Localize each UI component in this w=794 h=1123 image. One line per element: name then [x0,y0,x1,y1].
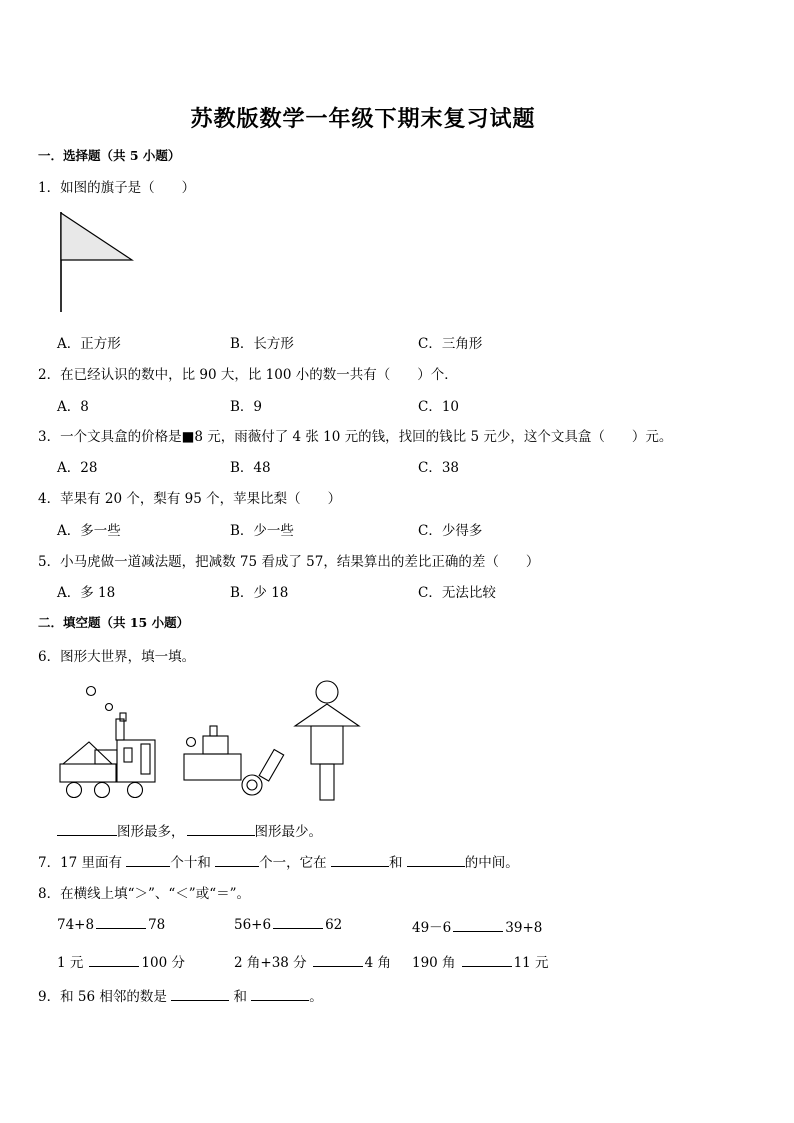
answer-blank-tens[interactable] [126,854,170,867]
tractor-cab [203,736,228,754]
answer-blank-after[interactable] [251,988,309,1001]
chimney-rect [116,719,124,740]
compare-blank-4[interactable] [89,954,139,967]
question-3-option-c: C．38 [418,460,460,476]
question-1-text: 1．如图的旗子是（ ） [38,180,196,196]
question-1-option-b: B．长方形 [230,336,294,352]
compare-blank-3[interactable] [453,919,503,932]
compare-blank-5[interactable] [313,954,363,967]
compare-item-5: 2 角+38 分 4 角 [234,955,392,971]
section-heading-choice: 一．选择题（共 5 小题） [38,148,181,163]
tractor-arm [259,750,284,781]
compare-blank-1[interactable] [96,916,146,929]
figure-hat-triangle [295,704,359,726]
answer-blank-upper[interactable] [407,854,465,867]
chimney-top-rect [120,713,126,721]
wheel-2 [95,783,110,798]
compare-item-3: 49－6 39+8 [412,920,543,936]
question-2-option-c: C．10 [418,399,460,415]
train-window-right [141,744,150,774]
tractor-wheel-outer [242,775,262,795]
page-title: 苏教版数学一年级下期末复习试题 [190,106,536,132]
answer-blank-most[interactable] [57,823,117,836]
answer-blank-least[interactable] [187,823,255,836]
question-9-text: 9．和 56 相邻的数是 和 。 [38,989,323,1005]
question-8-text: 8．在横线上填“＞”、“＜”或“＝”。 [38,886,250,902]
tractor-chimney [210,726,217,736]
figure-leg [320,764,334,800]
section-heading-fill: 二．填空题（共 15 小题） [38,615,190,630]
compare-item-4: 1 元 100 分 [57,955,185,971]
shapes-figure [55,680,375,810]
question-4-option-b: B．少一些 [230,523,294,539]
answer-blank-ones[interactable] [215,854,259,867]
smoke-circle-large [87,687,96,696]
question-5-option-c: C．无法比较 [418,585,496,601]
question-6-text: 6．图形大世界，填一填。 [38,649,196,665]
smoke-circle-small [106,704,113,711]
question-5-option-a: A．多 18 [57,585,116,601]
question-2-option-b: B．9 [230,399,263,415]
question-6-answer-line: 图形最多， 图形最少。 [57,820,322,840]
train-cabin-rect [117,740,155,782]
compare-item-6: 190 角 11 元 [412,955,549,971]
train-window-left [124,748,132,762]
compare-blank-2[interactable] [273,916,323,929]
question-2-option-a: A．8 [57,399,89,415]
figure-body [311,726,343,764]
question-1-option-a: A．正方形 [57,336,121,352]
question-7-text: 7．17 里面有 个十和 个一，它在 和 的中间。 [38,855,519,871]
question-3-option-b: B．48 [230,460,271,476]
question-2-text: 2．在已经认识的数中，比 90 大，比 100 小的数一共有（ ）个． [38,367,458,383]
tractor-wheel-inner [247,780,257,790]
wheel-3 [128,783,143,798]
compare-blank-6[interactable] [462,954,512,967]
question-1-option-c: C．三角形 [418,336,483,352]
train-square [95,750,117,764]
question-5-option-b: B．少 18 [230,585,289,601]
question-5-text: 5．小马虎做一道减法题，把减数 75 看成了 57，结果算出的差比正确的差（ ） [38,554,540,570]
train-base-rect [60,764,116,782]
question-3-option-a: A．28 [57,460,98,476]
train-roof-triangle [63,742,112,764]
answer-blank-lower[interactable] [331,854,389,867]
question-4-text: 4．苹果有 20 个，梨有 95 个，苹果比梨（ ） [38,491,342,507]
question-4-option-a: A．多一些 [57,523,121,539]
compare-item-2: 56+6 62 [234,917,343,933]
question-4-option-c: C．少得多 [418,523,483,539]
answer-blank-before[interactable] [171,988,229,1001]
question-3-text: 3．一个文具盒的价格是■8 元，雨薇付了 4 张 10 元的钱，找回的钱比 5 元少，这个文具盒（ ）元。 [38,429,673,445]
tractor-body [184,754,241,780]
wheel-1 [67,783,82,798]
figure-head [316,681,338,703]
compare-item-1: 74+8 78 [57,917,166,933]
tractor-smoke [187,738,196,747]
flag-figure [55,210,140,318]
